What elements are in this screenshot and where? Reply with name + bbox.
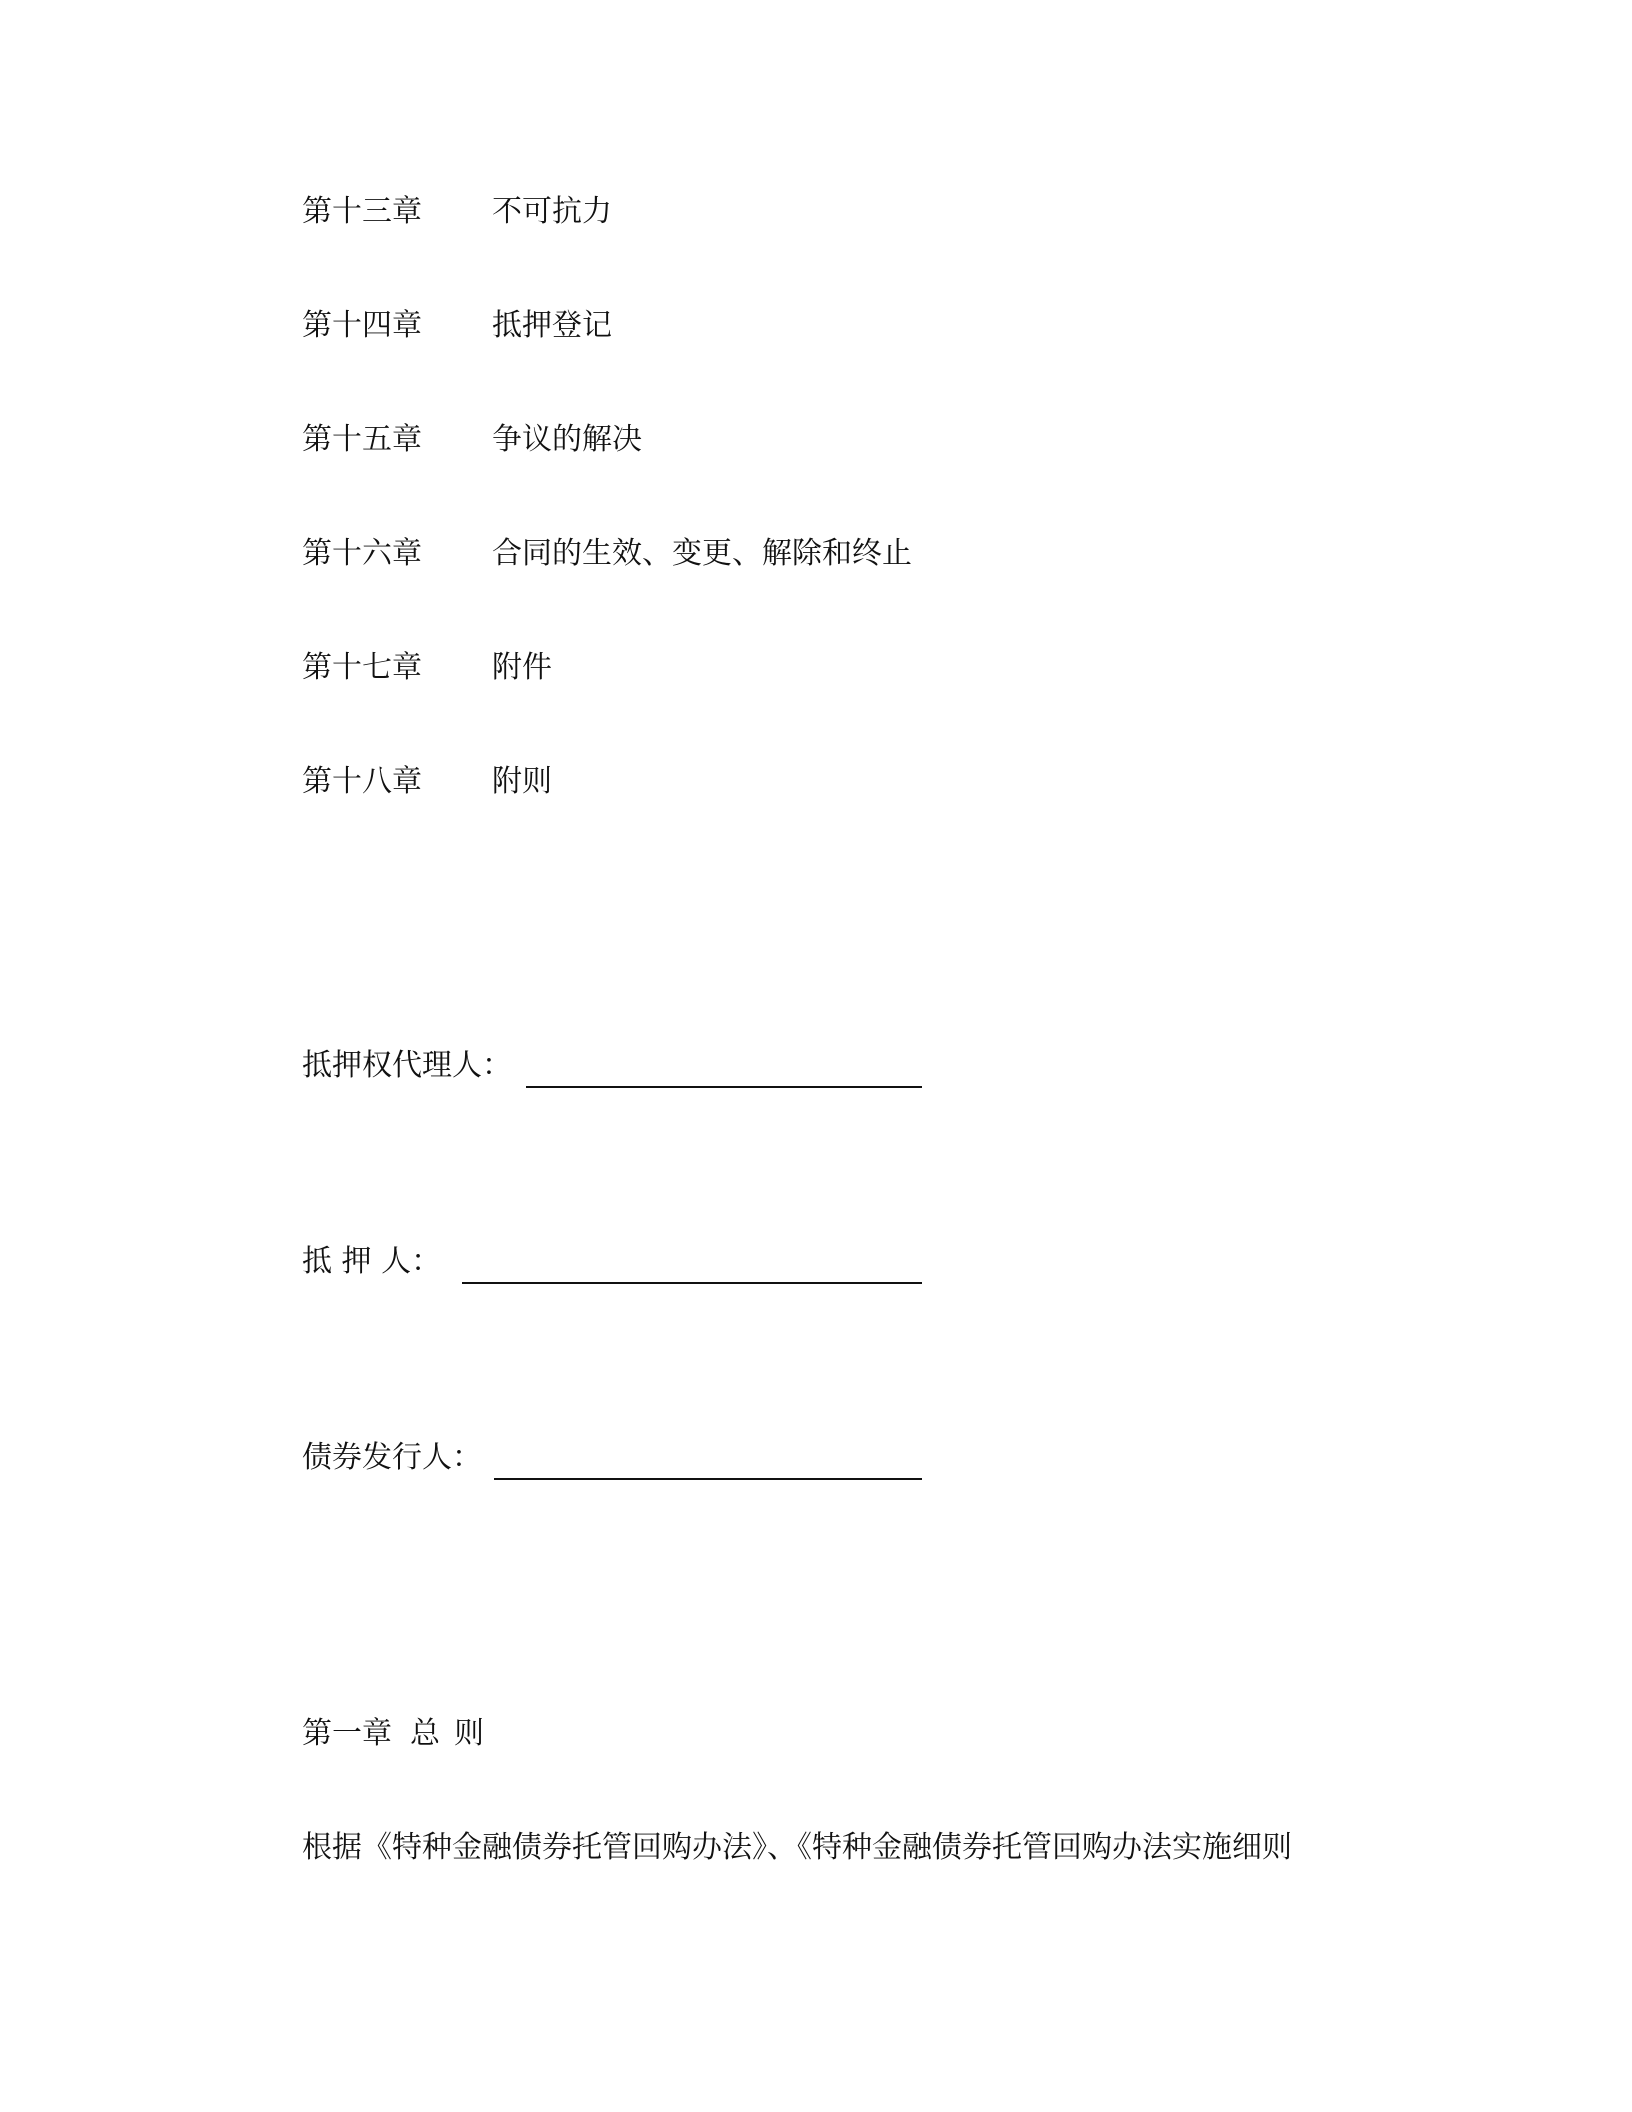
chapter-title: 附件 — [492, 650, 552, 685]
chapter-title: 不可抗力 — [492, 194, 612, 229]
signature-label: 抵 押 人： — [302, 1244, 442, 1279]
chapter-title: 附则 — [492, 764, 552, 799]
chapter-number: 第十八章 — [302, 764, 422, 799]
body-paragraph: 根据《特种金融债券托管回购办法》、《特种金融债券托管回购办法实施细则 — [302, 1830, 1292, 1865]
chapter-number: 第十四章 — [302, 308, 422, 343]
chapter-title: 总则 — [410, 1716, 498, 1751]
signature-label: 债券发行人： — [302, 1440, 482, 1475]
signature-line — [462, 1282, 922, 1284]
signature-line — [526, 1086, 922, 1088]
chapter-title: 合同的生效、变更、解除和终止 — [492, 536, 912, 571]
chapter-one-heading — [302, 1712, 498, 1756]
signature-line — [494, 1478, 922, 1480]
chapter-title: 争议的解决 — [492, 422, 642, 457]
chapter-number: 第十五章 — [302, 422, 422, 457]
chapter-number: 第十三章 — [302, 194, 422, 229]
chapter-title: 抵押登记 — [492, 308, 612, 343]
chapter-number: 第一章 — [302, 1716, 392, 1751]
signature-label: 抵押权代理人： — [302, 1048, 512, 1083]
chapter-number: 第十六章 — [302, 536, 422, 571]
chapter-number: 第十七章 — [302, 650, 422, 685]
